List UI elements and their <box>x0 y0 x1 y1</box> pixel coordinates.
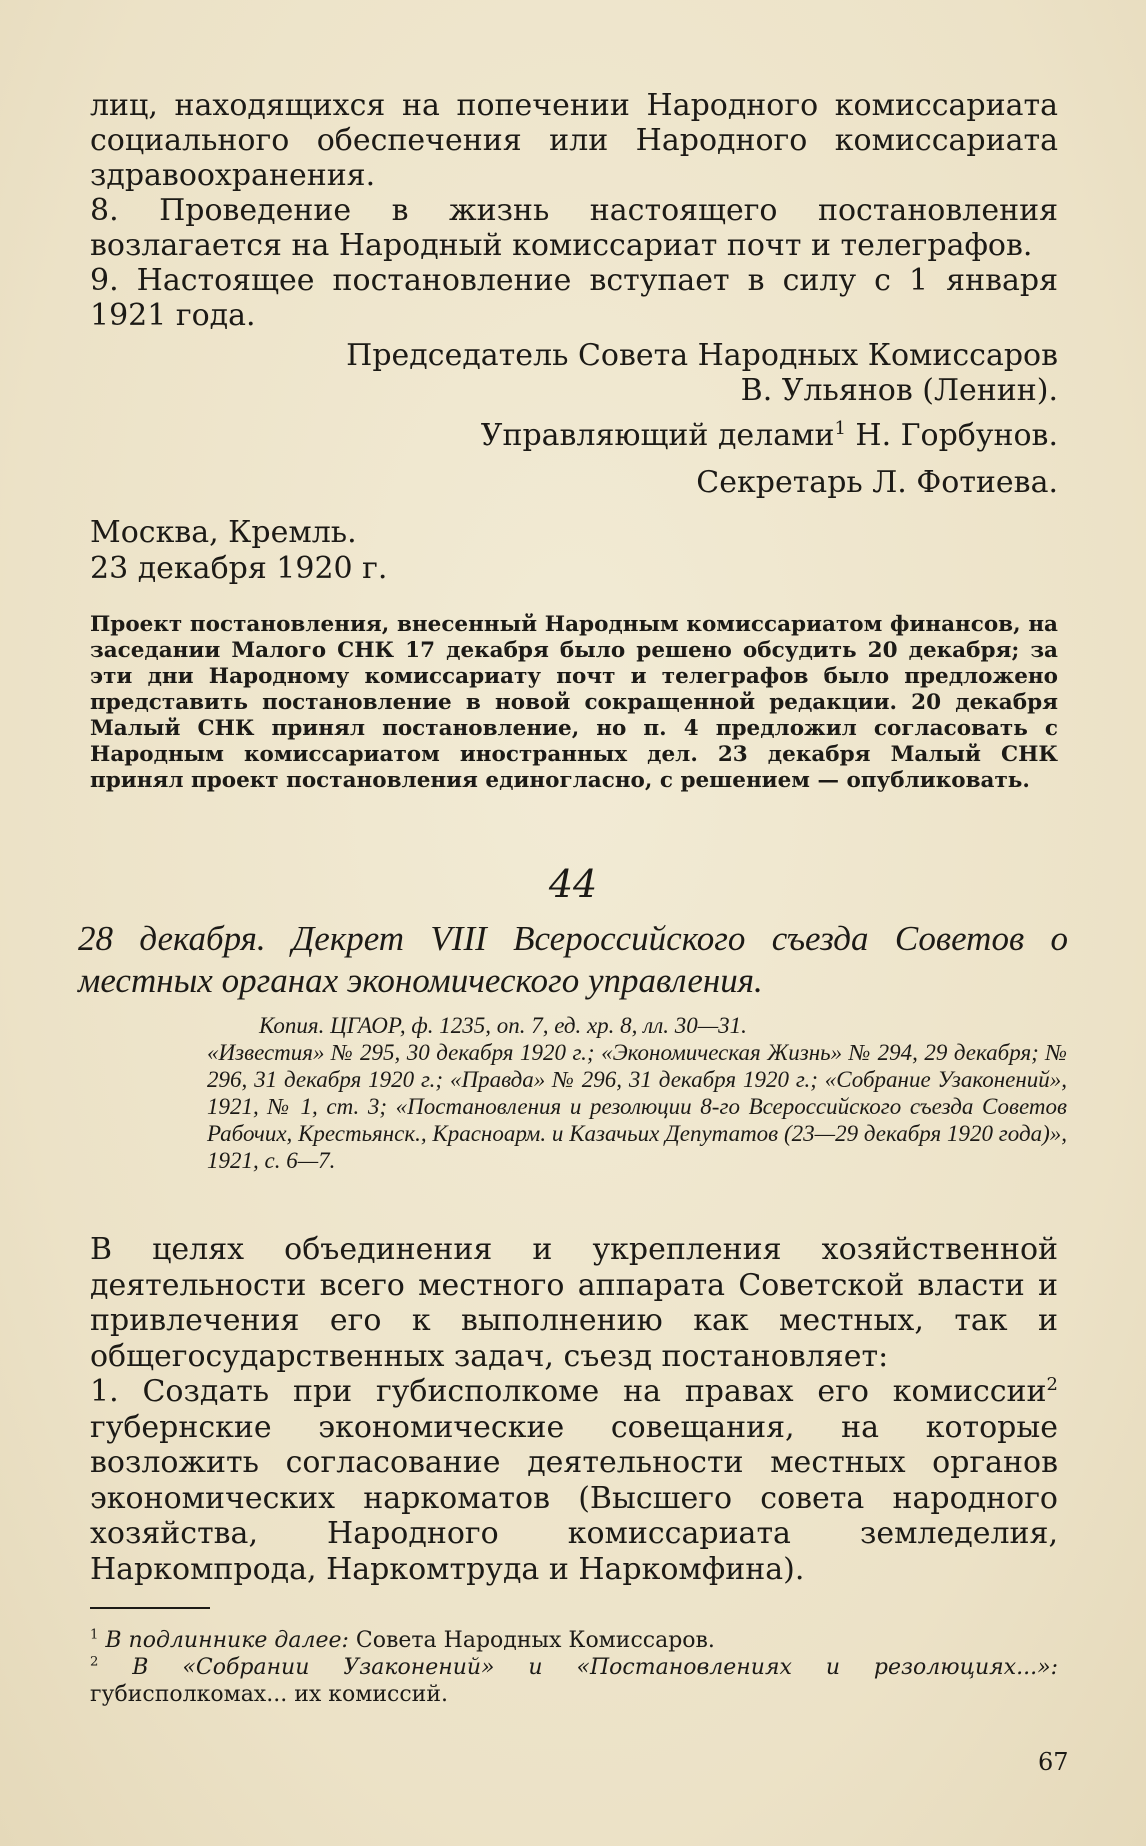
page-number: 67 <box>1038 1748 1069 1776</box>
item1-start: 1. Создать при губисполкоме на правах его комиссии <box>90 1374 1047 1409</box>
chair-title: Председатель Совета Народных Комиссаров <box>346 338 1058 373</box>
source-archive: Копия. ЦГАОР, ф. 1235, оп. 7, ед. хр. 8, лл. 30—31. <box>259 1013 747 1038</box>
signature-chair <box>346 338 1058 408</box>
manager-title: Управляющий делами <box>480 418 835 453</box>
footnote-ref-2: 2 <box>1046 1374 1058 1395</box>
footnote-1 <box>90 1627 1058 1654</box>
decree-intro: В целях объединения и укрепления хозяйственной деятельности всего местного аппарата Советской власти и привлечения его к выполнению как местных, так и общегосударственных задач, съезд постановляет: <box>90 1232 1058 1374</box>
signature-secretary: Секретарь Л. Фотиева. <box>696 465 1058 500</box>
paragraph-continuation: лиц, находящихся на попечении Народного комиссариата социального обеспечения или Народного комиссариата здравоохранения. <box>90 88 1058 193</box>
footnote-number: 2 <box>90 1654 99 1670</box>
decree-item-1 <box>90 1374 1058 1587</box>
source-publications: «Известия» № 295, 30 декабря 1920 г.; «Экономическая Жизнь» № 294, 29 декабря; № 296, 31 декабря 1920 г.; «Правда» № 296, 31 декабря 1920 г.; «Собрание Узаконений», 1921, № 1, ст. 3; «Постановления и резолюции 8-го Всероссийского съезда Советов Рабочих, Крестьянск., Красноарм. и Казачьих Депутатов (23—29 декабря 1920 года)», 1921, с. 6—7. <box>207 1040 1067 1173</box>
place-and-date <box>90 515 387 587</box>
document-number: 44 <box>548 862 598 906</box>
paragraph-item-9: 9. Настоящее постановление вступает в силу с 1 января 1921 года. <box>90 263 1058 333</box>
footnote-ref-1: 1 <box>834 418 846 439</box>
footnote-text: Совета Народных Комиссаров. <box>348 1628 715 1653</box>
footnote-italic: В подлиннике далее: <box>98 1628 349 1653</box>
top-text <box>90 88 1058 333</box>
footnotes <box>90 1627 1058 1708</box>
chair-name: В. Ульянов (Ленин). <box>740 373 1058 408</box>
document-title: 28 декабря. Декрет VIII Всероссийского съезда Советов о местных органах экономического управления. <box>78 919 1068 1000</box>
sources <box>207 1012 1067 1174</box>
footnote-number: 1 <box>90 1627 99 1643</box>
decree-body <box>90 1232 1058 1587</box>
footnote-divider <box>90 1607 210 1609</box>
editorial-note: Проект постановления, внесенный Народным комиссариатом финансов, на заседании Малого СНК 17 декабря было решено обсудить 20 декабря; за эти дни Народному комиссариату почт и телеграфов было предложено представить постановление в новой сокращенной редакции. 20 декабря Малый СНК принял постановление, но п. 4 предложил согласовать с Народным комиссариатом иностранных дел. 23 декабря Малый СНК принял проект постановления единогласно, с решением — опубликовать. <box>90 612 1058 793</box>
paragraph-item-8: 8. Проведение в жизнь настоящего постановления возлагается на Народный комиссариат почт и телеграфов. <box>90 193 1058 263</box>
date: 23 декабря 1920 г. <box>90 551 388 586</box>
place: Москва, Кремль. <box>90 515 357 550</box>
footnote-italic: В «Собрании Узаконений» и «Постановлениях и резолюциях...»: <box>98 1655 1058 1680</box>
item1-end: губернские экономические совещания, на которые возложить согласование деятельности местных органов экономических наркоматов (Высшего совета народного хозяйства, Народного комиссариата земледелия, Наркомпрода, Наркомтруда и Наркомфина). <box>90 1409 1058 1587</box>
manager-name: Н. Горбунов. <box>845 418 1058 453</box>
signature-manager <box>481 418 1058 453</box>
footnote-text: губисполкомах... их комиссий. <box>90 1682 448 1707</box>
footnote-2 <box>90 1654 1058 1708</box>
